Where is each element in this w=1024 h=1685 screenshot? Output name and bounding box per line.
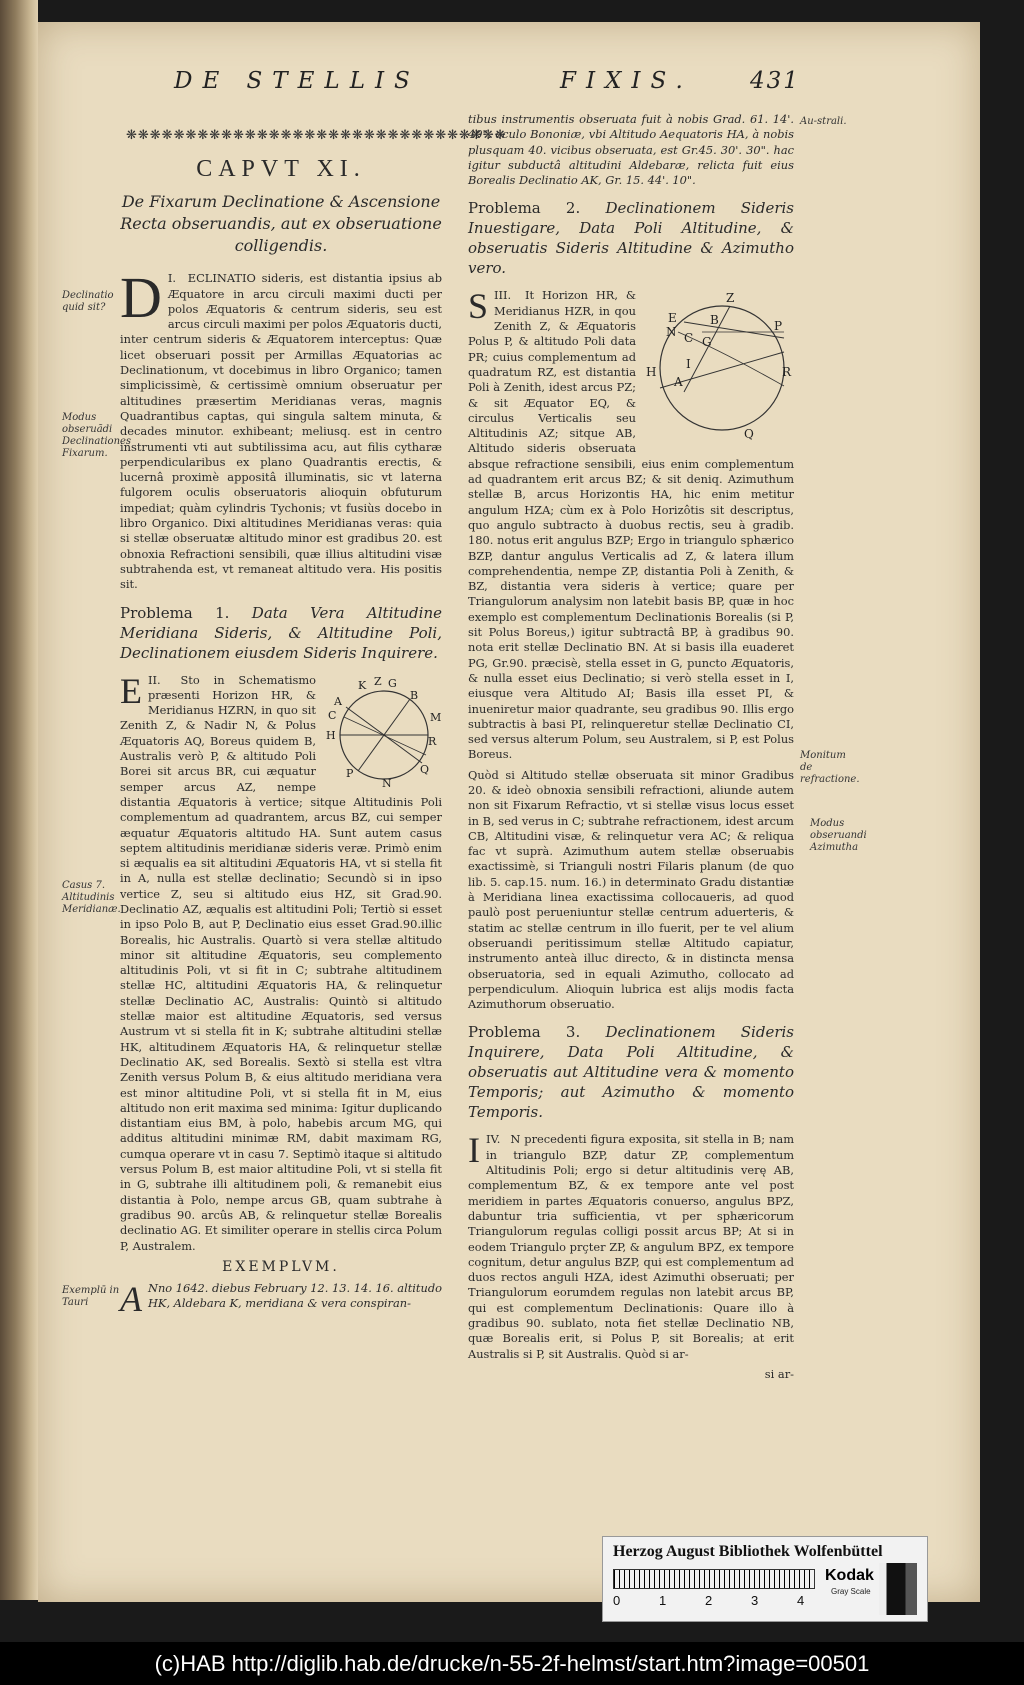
- para-number: III.: [494, 288, 512, 303]
- ruler-number: 0: [613, 1593, 621, 1608]
- label-c: C: [684, 331, 694, 346]
- problem-label: Problema 2.: [468, 199, 581, 218]
- label-h: H: [646, 365, 657, 380]
- chapter-title: De Fixarum Declinatione & Ascensione Recta obseruandis, aut ex obseruatione colligendis.: [120, 192, 442, 256]
- book-binding: [0, 0, 38, 1600]
- margin-note-azimutha: Modus obseruandi Azimutha: [810, 818, 867, 853]
- label-n: N: [382, 776, 392, 790]
- label-c: C: [328, 708, 337, 722]
- label-z: Z: [374, 674, 382, 688]
- para-number: I.: [167, 271, 177, 286]
- paragraph-3b: Quòd si Altitudo stellæ obseruata sit minor Gradibus 20. & ideò obnoxia sensibili refractioni, aliunde autem non sit Fixarum Refractio, vt si stellæ visus locus esset in B, sed verus in C; subtrahe refractionem, idest arcum CB, Altitudini visæ, & relinquetur vera AC; & reliqua fac vt suprà. Azimuthum autem stellæ obseruabis exactissimè, si Trianguli nostri Filaris planum (de quo lib. 5. cap.15. num. 16.) in determinato Gradu distantiæ à Meridiana linea exactissima collocaueris, ad quod paulò post perueniuntur stellæ centrum aduerteris, & statim ac stellæ centrum in illo fuerit, per te vel alium obseruandi peritissimum stellæ Altitudo capiatur, instrumento anteà illuc directo, & in distincta mensa obseruatoria, sed in equali Azimutho, collocato ad perpendiculum. Alioquin lubrica est alijs modis facta Azimuthorum obseruatio.: [468, 767, 794, 1012]
- problem-label: Problema 3.: [468, 1023, 581, 1042]
- label-b: B: [410, 688, 419, 702]
- problem-1-heading: [120, 603, 442, 663]
- library-name: Herzog August Bibliothek Wolfenbüttel: [613, 1543, 883, 1560]
- label-r: R: [428, 734, 437, 748]
- left-column: [120, 152, 443, 1320]
- kodak-logo: Kodak: [825, 1567, 874, 1584]
- continuation-text: tibus instrumentis obseruata fuit à nobis Grad. 61. 14'. 40". oculo Bononiæ, vbi Altitudo Aequatoris HA, à nobis plusquam 40. vicibus obseruata, est Gr.45. 30'. 30". hac igitur subductâ altitudini Aldebaræ, relicta fuit eius Borealis Declinatio AK, Gr. 15. 44'. 10".: [468, 112, 794, 188]
- problem-title: Data Vera Altitudine Meridiana Sideris, & Altitudine Poli, Declinationem eiusdem Sideris Inquirere.: [120, 603, 442, 662]
- paragraph-1: [120, 265, 443, 592]
- label-n: N: [666, 325, 677, 340]
- header-left: DE STELLIS: [174, 68, 420, 94]
- kodak-subtitle: Gray Scale: [831, 1587, 871, 1596]
- measurement-ruler: [613, 1569, 815, 1589]
- figure-sphere-diagram: [644, 292, 794, 442]
- ruler-number: 2: [705, 1593, 713, 1608]
- para-text: N precedenti figura exposita, sit stella in B; nam in triangulo BZP, datur ZP, complementum Altitudinis Poli; ergo si detur altitudinis verę AB, complementum BZ, & ex tempore ante vel post meridiem in partes Æquatoris conuerso, angulus BPZ, dabuntur tria sufficientia, vt per sphæricorum Triangulorum regulas colligi possit arcus BP; At si in eodem Triangulo prçter ZP, & angulum BPZ, ex tempore cognitum, detur angulus BZP, qui est complementum ad duos rectos anguli HZA, idest Azimuthi obseruati; per Triangulorum eorumdem regulas non latebit arcus BP, qui est complementum Declinationis: Quare illo à gradibus 90. sublato, nota fiet stellæ Declinatio NB, quæ Borealis erit, si Polus P, sit Borealis; at erit Australis si P, sit Australis. Quòd si ar-: [468, 1132, 794, 1361]
- para-number: II.: [148, 672, 161, 687]
- ruler-number: 3: [751, 1593, 759, 1608]
- margin-note-casus: Casus 7. Altitudinis Meridianæ.: [62, 880, 121, 915]
- header-center: FIXIS.: [560, 68, 693, 94]
- label-q: Q: [420, 762, 430, 776]
- para-text: ECLINATIO sideris, est distantia ipsius ab Æquatore in arcu circuli maximi ducti per polos Æquatoris & centrum sideris, seu est arcus circuli maximi per polos Æquatoris ducti, inter centrum sideris & Æquatorem interceptus: Quæ licet obseruari possit per Armillas Æquatorias ac Declinationum, vt docebimus in libro Organico; tamen simplicissimè, & certissimè omnium obseruatur per altitudines præsertim Meridianas veras, magnis Quadrantibus captas, qui singula saltem minuta, & decades minutor. exhibeant; meliusq. est in centro instrumenti vti aut subtilissima acu, aut filis cytharæ perpendicularibus ex plano Quadrantis erectis, & lucernâ proximè appositâ illuminatis, sic vt laterna fulgorem oculis obseruatoris alioquin obfuturum impediat; quàm cylindris Tychonis; vt fusiùs docebo in libro Organico. Dixi altitudines Meridianas veras: quia si stellæ obseruatæ altitudo minor est gradibus 20. est obnoxia Refractioni sensibili, quæ illius altitudini visæ subtrahenda est, vt remaneat altitudo vera. His positis sit.: [120, 271, 443, 592]
- label-m: M: [430, 710, 442, 724]
- running-header: [130, 68, 970, 108]
- label-p: P: [346, 766, 354, 780]
- problem-title: Declinationem Sideris Inquirere, Data Poli Altitudine, & obseruatis aut Altitudine vera & momento Temporis; aut Azimutho & momento Temporis.: [468, 1023, 794, 1122]
- problem-2-heading: [468, 198, 794, 278]
- page-number: 431: [750, 68, 800, 94]
- label-i: I: [686, 357, 691, 372]
- para-number: IV.: [486, 1132, 501, 1147]
- para-text: Sto in Schematismo præsenti Horizon HR, & Meridianus HZRN, in quo sit Zenith Z, & Nadir N, & Polus Æquatoris AQ, Boreus quidem B, Australis verò P, & altitudo Poli Borei sit arcus BR, cui æquatur semper arcus AZ, nempe distantia Æquatoris à vertice; sitque Altitudinis Poli complementum ad quadrantem, arcus BZ, cui semper æquatur Æquatoris altitudo HA. Sunt autem casus septem altitudinis meridianæ sideris veræ. Primò enim si æqualis ea sit altitudini Æquatoris HA, vt si stella fit in A, nulla est stellæ declinatio; Secundò si in ipso vertice Z, seu si altitudo eius HZ, sit Grad.90. Declinatio AZ, æqualis est altitudini Poli; Tertiò si esset in ipso Polo B, aut P, Declinatio eius esset Grad.90.illic Borealis, hic Australis. Quartò si vera stellæ altitudo minor sit altitudine Æquatoris, seu complemento altitudinis Poli, vt si fit in C; subtrahe altitudinem stellæ HC, altitudini Æquatoris HA, & relinquetur stellæ Declinatio AC, Australis: Quintò si altitudo stellæ maior est altitudine Æquatoris, sed versus Austrum vt si stella fit in K; subtrahe altitudini stellæ HK, altitudinem Æquatoris HA, & relinquetur stellæ Declinatio AK, sed Borealis. Sextò si stella est vltra Zenith versus Polum B, & eius altitudo meridiana vera est minor altitudine Poli, vt si stella fit in M, eius altitudo non erit maxima sed minima: Igitur duplicando distantiam eius BM, à polo, habebis arcum MG, qui additus altitudini minimæ RM, dabit maximam RG, cumqua operare vt in casu 7. Septimò itaque si altitudo versus Polum B, est maior altitudine Poli, vt si stella fit in G, subtrahe illi altitudinem poli, & remanebit eius distantia à Polo, nempe arcus GB, quam subtrahe à gradibus 90. arcûs AB, & relinquetur stellæ Borealis declinatio AG. Et similiter operare in stellis circa Polum P, Australem.: [120, 672, 442, 1253]
- drop-cap: E: [120, 670, 142, 711]
- paragraph-2: [120, 670, 442, 1254]
- para-text: It Horizon HR, & Meridianus HZR, in qou Zenith Z, & Æquatoris Polus P, & altitudo Poli data PR; cuius complementum ad quadratum RZ, est distantia Poli à Zenith, idest arcus PZ; & sit Æquator EQ, & circulus Verticalis seu Altitudinis AZ; sitque AB, Altitudo sideris obseruata absque refractione sensibili, eius enim complementum ad quadrantem erit arcus BZ; & sit deniq. Azimuthum stellæ B, arcus Horizontis HA, hic enim metitur angulum HZA; cùm ex à Polo Horizôtis sit descriptus, quo angulo subtracto à duobus rectis, seu à gradib. 180. notus erit angulus BZP; Ergo in triangulo sphærico BZP, dantur angulus Verticalis ad Z, & latera illum comprehendentia, nempe ZP, distantia Poli à Zenith, & BZ, distantia vera sideris à vertice; quare per Triangulorum analysim non latebit basis BP, quæ in hoc exemplo est complementum Declinationis Borealis (si P, sit Polus Boreus,) igitur subtractâ BP, à gradibus 90. nota erit stellæ Declinatio BN. At si basis illa euaderet PG, Gr.90. præcisè, stella esset in G, puncto Æquatoris, & nulla esset eius Declinatio; si verò stella esset in I, eiusque vera Altitudo AI; Basis illa esset PI, & inueniretur maior quadrante, seu gradibus 90. Illis ergo subtractis à basi PI, relinqueretur stellæ Declinatio CI, sed versus alterum Polum, seu Australem, si P, est Polus Boreus.: [468, 288, 794, 762]
- label-a: A: [674, 375, 683, 390]
- label-z: Z: [726, 291, 735, 306]
- label-e: E: [668, 311, 677, 326]
- label-g: G: [388, 676, 397, 690]
- copyright-footer: (c)HAB http://diglib.hab.de/drucke/n-55-2f-helmst/start.htm?image=00501: [0, 1642, 1024, 1685]
- problem-3-heading: [468, 1022, 794, 1122]
- example-paragraph: [120, 1279, 442, 1320]
- margin-note-modus: Modus obseruãdi Declinationes Fixarum.: [62, 412, 132, 459]
- label-r: R: [782, 365, 792, 380]
- catchword: si ar-: [764, 1366, 794, 1381]
- paragraph-4: [468, 1132, 794, 1361]
- example-text: Nno 1642. diebus February 12. 13. 14. 16. altitudo HK, Aldebara K, meridiana & vera conspiran-: [148, 1281, 442, 1311]
- margin-note-monitum: Monitum de refractione.: [800, 750, 860, 785]
- figure-meridian-diagram: [324, 674, 442, 790]
- ornament-band: ❋❋❋❋❋❋❋❋❋❋❋❋❋❋❋❋❋❋❋❋❋❋❋❋❋❋❋❋❋❋❋❋: [126, 128, 507, 143]
- label-p: P: [774, 319, 783, 334]
- gray-patch: [879, 1563, 917, 1615]
- exemplum-heading: EXEMPLVM.: [222, 1258, 340, 1275]
- chapter-heading: CAPVT XI.: [196, 156, 366, 182]
- paragraph-3: [468, 288, 794, 762]
- drop-cap: S: [468, 286, 489, 327]
- label-q: Q: [744, 427, 754, 442]
- problem-label: Problema 1.: [120, 603, 230, 622]
- label-k: K: [358, 678, 367, 692]
- margin-note-australi: Au-strali.: [800, 116, 847, 127]
- drop-cap: A: [120, 1279, 142, 1320]
- drop-cap: I: [468, 1130, 480, 1171]
- ruler-number: 1: [659, 1593, 667, 1608]
- label-b: B: [710, 313, 719, 328]
- drop-cap: D: [120, 265, 162, 331]
- label-g: G: [702, 335, 712, 350]
- library-scale-card: [602, 1536, 928, 1622]
- ruler-number: 4: [797, 1593, 805, 1608]
- right-column: [468, 112, 794, 1382]
- problem-title: Declinationem Sideris Inuestigare, Data Poli Altitudine, & obseruatis Sideris Altitudine & Azimutho vero.: [468, 199, 794, 278]
- label-a: A: [334, 694, 342, 708]
- label-h: H: [326, 728, 336, 742]
- margin-note-declinatio: Declinatio quid sit?: [62, 290, 114, 313]
- margin-note-exemplum: Exemplū in Tauri: [62, 1285, 120, 1308]
